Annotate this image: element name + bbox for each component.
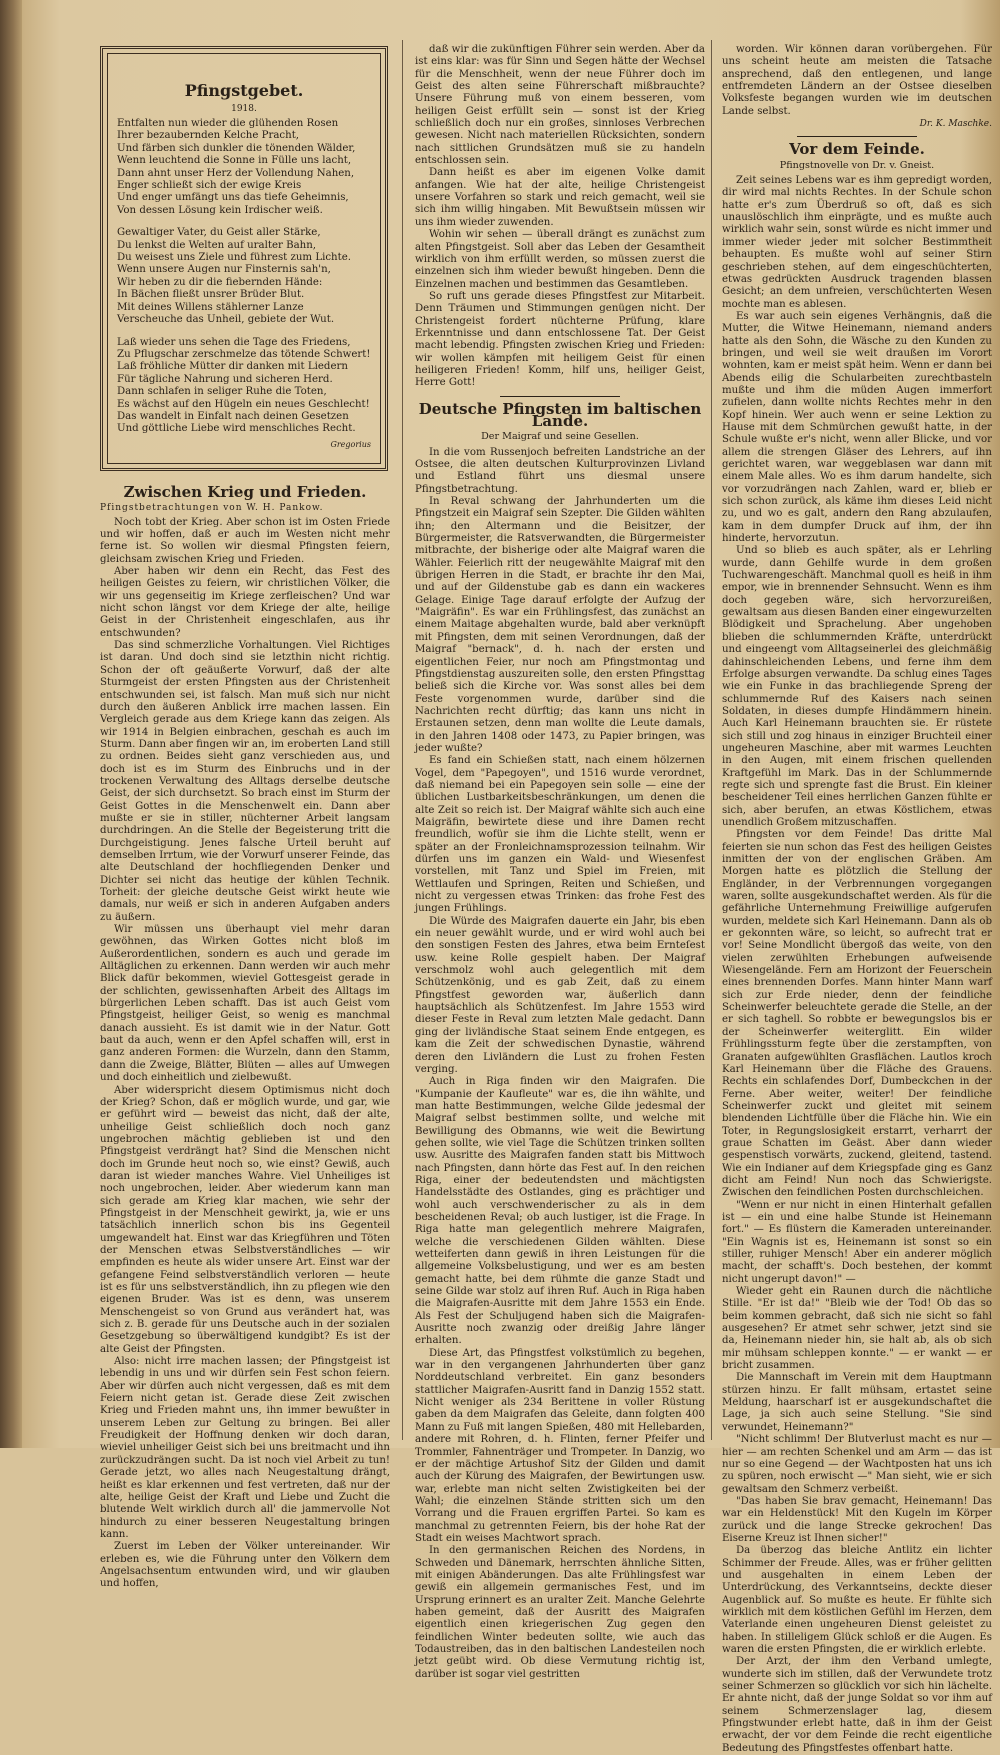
poem-stanza <box>117 227 371 326</box>
paragraph: Da überzog das bleiche Antlitz ein lichter Schimmer der Freude. Alles, was er früher gelitten und ausgehalten in einem Leben der Unterdrückung, des Verkanntseins, deckte dieser Augenblick auf. So mußte es heute. Er fühlte sich wirklich mit dem köstlichen Gefühl im Herzen, dem Vaterlande einen ungeheuren Dienst geleistet zu haben. In stilleligem Glück schloß er die Augen. Es waren die ersten Pfingsten, die er wirklich erlebte. <box>722 1545 992 1655</box>
poem-stanzas <box>117 118 371 436</box>
paragraph: So ruft uns gerade dieses Pfingstfest zur Mitarbeit. Denn Träumen und Stimmungen genügen nicht. Der Christengeist fordert nüchterne Prüfung, klare Erkenntnisse und dann entschlossene Tat. Der Geist macht lebendig. Pfingsten zwischen Krieg und Frieden: wir wollen kämpfen mit heiligem Geist für einen heiligeren Frieden! Komm, hilf uns, heiliger Geist, Herre Gott! <box>415 290 705 389</box>
article-signature: Dr. K. Maschke. <box>919 119 992 130</box>
paragraph: Also: nicht irre machen lassen; der Pfingstgeist ist lebendig in uns und wir dürfen sein Fest schon feiern. Aber wir dürfen auch nicht vergessen, daß es mit dem Feiern nicht getan ist. Gerade diese Zeit zwischen Krieg und Frieden mahnt uns, ihn immer bewußter in unserem Leben zur Geltung zu bringen. Bei aller Freudigkeit der Hoffnung denken wir doch daran, wieviel unheiliger Geist sich bei uns breitmacht und ihn zurückzudrängen sucht. Da ist noch viel Arbeit zu tun! Gerade jetzt, wo alles nach Neugestaltung drängt, heißt es klar erkennen und fest vertreten, daß nur der alte, heilige Geist der Kraft und Liebe und Zucht die blutende Welt wirklich durch all' die jammervolle Not hindurch zu einer besseren Neugestaltung bringen kann. <box>100 1356 390 1540</box>
paragraph: Zuerst im Leben der Völker untereinander. Wir erleben es, wie die Führung unter den Völkern dem Angelsachsentum entwunden wird, und wir glauben und hoffen, <box>100 1541 390 1590</box>
paragraph: daß wir die zukünftigen Führer sein werden. Aber da ist eins klar: was für Sinn und Segen hätte der Wechsel für die Menschheit, wenn der neue Führer doch im Geist des alten seine Führerschaft mißbrauchte? Unsere Führung muß von einem besseren, vom heiligen Geist erfüllt sein — sonst ist der Krieg schließlich doch nur ein großes, sinnloses Verbrechen gewesen. Nicht nach materiellen Rücksichten, sondern nach sittlichen Grundsätzen muß sie zu handeln entschlossen sein. <box>415 44 705 167</box>
paragraph: In Reval schwang der Jahrhunderten um die Pfingstzeit ein Maigraf sein Szepter. Die Gilden wählten ihn; den Altermann und die Beisitzer, der Bürgermeister, die Ratsverwandten, die Bürgermeister mitbrachte, der bisherige oder alte Maigraf waren die Wähler. Feierlich ritt der neugewählte Maigraf mit den übrigen Herren in die Stadt, er brachte ihr den Mai, und auf der Gildenstube gab es dann ein wackeres Gelage. Einige Tage darauf erfolgte der Aufzug der "Maigräfin". Es war ein Frühlingsfest, das zunächst an einem Maitage abgehalten wurde, bald aber verknüpft mit Pfingsten, dem mit seinen Verordnungen, daß der Maigraf "bernack", d. h. nach der ersten und eigentlichen Feier, nur noch am Pfingstmontag und Pfingstdienstag auszureiten solle, den ersten Pfingsttag beließ sich die Kirche vor. Was sonst alles bei dem Feste vorgenommen wurde, darüber sind die Nachrichten recht dürftig; das kann uns nicht in Erstaunen setzen, denn man wollte die Leute damals, in den Jahren 1408 oder 1473, zu Papier bringen, was jeder wußte? <box>415 496 705 754</box>
poem-line: Laß fröhliche Mütter dir danken mit Liedern <box>117 361 348 373</box>
article-byline: Pfingstbetrachtungen von W. H. Pankow. <box>100 503 324 514</box>
column-1 <box>100 480 390 1590</box>
paragraph: Aber haben wir denn ein Recht, das Fest des heiligen Geistes zu feiern, wir christlichen Völker, die wir uns gegenseitig im Kriege zerfleischen? Und war nicht schon längst vor dem Kriege der alte, heilige Geist in der Christenheit eingeschlafen, aus ihr entschwunden? <box>100 566 390 639</box>
poem-line: Es wächst auf den Hügeln ein neues Geschlecht! <box>117 398 370 410</box>
article-body <box>722 175 992 1755</box>
poem-line: Verscheuche das Unheil, gebiete der Wut. <box>117 314 335 326</box>
article-subtitle: Pfingstnovelle von Dr. v. Gneist. <box>779 159 935 171</box>
poem-line: Das wandelt in Einfalt nach deinen Gesetzen <box>117 410 349 422</box>
poem-line: Entfalten nun wieder die glühenden Rosen <box>117 118 339 129</box>
paragraph: Wir müssen uns überhaupt viel mehr daran gewöhnen, das Wirken Gottes nicht bloß im Außerordentlichen, sondern es auch und gerade im Alltäglichen zu erkennen. Dann werden wir auch mehr Blick dafür bekommen, wieviel Gottesgeist gerade in der schlichten, gewissenhaften Arbeit des Alltags im bürgerlichen Leben schafft. Das ist auch Geist vom Pfingstgeist, heiliger Geist, so wenig es manchmal danach aussieht. Es ist damit wie in der Natur. Gott baut da auch, wenn er den Apfel schaffen will, erst in ganz anderen Formen: die Wurzeln, dann den Stamm, dann die Zweige, Blätter, Blüten — alles auf Umwegen und doch einheitlich und zielbewußt. <box>100 924 390 1084</box>
poem-line: Laß wieder uns sehen die Tage des Friedens, <box>117 336 351 348</box>
poem-line: Und färben sich dunkler die tönenden Wälder, <box>117 142 356 154</box>
poem-line: Dann schlafen in seliger Ruhe die Toten, <box>117 386 327 398</box>
poem-box <box>100 46 388 471</box>
poem-author: Gregorius <box>330 439 371 449</box>
poem-line: In Bächen fließt unsrer Brüder Blut. <box>117 289 305 301</box>
column-rule <box>402 40 403 1440</box>
paragraph: Zeit seines Lebens war es ihm gepredigt worden, dir wird mal nichts Rechtes. In der Schule schon hatte er's zum Überdruß so oft, daß es sich unauslöschlich ihm einprägte, und es mußte auch wirklich wahr sein, sonst würde es nicht immer und immer wieder jeder mit solcher Bestimmtheit behaupten. Es mußte wohl auf seiner Stirn geschrieben stehen, auf dem eingeschüchterten, etwas gedrückten Ausdruck tragenden blassen Gesicht; an dem unfreien, verschüchterten Wesen mochte man es ablesen. <box>722 175 992 310</box>
poem-line: Und enger umfängt uns das tiefe Geheimnis, <box>117 192 349 204</box>
article-ending: worden. Wir können daran vorübergehen. Für uns scheint heute am meisten die Tatsache ansprechend, daß den entlegenen, und lange entfremdeten Ländern an der Ostsee dieselben Volksfeste begangen wurden wie im deutschen Lande selbst. <box>722 44 992 117</box>
poem-stanza <box>117 118 371 217</box>
paragraph: "Wenn er nur nicht in einen Hinterhalt gefallen ist — ein und eine halbe Stunde ist Heinemann fort." — Es flüstern die Kameraden untereinander. "Ein Wagnis ist es, Heinemann ist sonst so ein stiller, ruhiger Mensch! Aber ein anderer möglich macht, der schafft's. Doch bestehen, der kommt nicht ungerupt davon!" — <box>722 1199 992 1285</box>
poem-line: Enger schließt sich der ewige Kreis <box>117 180 302 192</box>
paragraph: Wohin wir sehen — überall drängt es zunächst zum alten Pfingstgeist. Soll aber das Leben der Gesamtheit wirklich von ihm erfüllt werden, so müssen zuerst die einzelnen sich ihm wieder bewußt hingeben. Denn die Einzelnen machen und bestimmen das Gesamtleben. <box>415 229 705 290</box>
paragraph: Die Würde des Maigrafen dauerte ein Jahr, bis eben ein neuer gewählt wurde, und er wird wohl auch bei den sonstigen Festen des Jahres, etwa beim Ernteſest usw. keine Rolle gespielt haben. Der Maigraf verschmolz wohl auch gelegentlich mit dem Schützenkönig, und es gab Zeit, daß zu einem Pfingstfest geworden war, äußerlich dann hauptsächlich als Schützenfest. Im Jahre 1553 wird dieser Feste in Reval zum letzten Male gedacht. Dann ging der livländische Staat seinem Ende entgegen, es kam die Zeit der schwedischen Dynastie, während deren den Livländern die Lust zu frohen Festen verging. <box>415 915 705 1075</box>
article-subtitle: Der Maigraf und seine Gesellen. <box>481 431 639 443</box>
paragraph: Aber widerspricht diesem Optimismus nicht doch der Krieg? Schon, daß er möglich wurde, und gar, wie er geführt wird — beweist das nicht, daß der alte, unheilige Geist schließlich doch noch ganz ungebrochen mächtig geblieben ist und den Pfingstgeist verdrängt hat? Sind die Menschen nicht doch im Grunde heut noch so, wie einst? Gewiß, auch daran ist wieder manches Wahre. Viel Unheiliges ist noch ungebrochen, leider. Aber wiederum kann man sich gerade am Krieg klar machen, wie sehr der Pfingstgeist in der Menschheit gewirkt, ja, wie er uns tatsächlich innerlich schon bis ins Gegenteil umgewandelt hat. Einst war das Kriegführen und Töten der Menschen etwas Selbstverständliches — wir empfinden es heute als wider unsere Art. Einst war der gefangene Feind selbstverständlich verloren — heute ist es für uns selbstverständlich, ihn zu pflegen wie den eigenen Bruder. Was ist es denn, was unserem Menschengeist so von Grund aus verändert hat, was sich z. B. gerade für uns Deutsche auch in der sozialen Gesetzgebung so überwältigend kundgibt? Es ist der alte Geist der Pfingsten. <box>100 1084 390 1355</box>
paragraph: Und so blieb es auch später, als er Lehrling wurde, dann Gehilfe wurde in dem großen Tuchwarengeschäft. Manchmal quoll es heiß in ihm empor, wie in brennender Sehnsucht. Wenn es ihm doch gegeben wäre, sich hervorzureißen, gewaltsam aus diesen Banden einer eingewurzelten Blödigkeit und Sprachelung. Aber ungehoben blieben die schlummernden Kräfte, unterdrückt und eingeengt vom Alltagseinerlei des gleichmäßig dahinschleichenden Lebens, und ferne ihm dem Erfolge absurgen verwandte. Da schlug eines Tages wie ein Funke in das brachliegende Spreng der schlummernde Ruf des Kaisers nach seinen Soldaten, in dieses dumpfe Hindämmern hinein. Auch Karl Heinemann brauchten sie. Er rüstete sich still und zog hinaus in einziger Bruchteil einer ungeheuren Maschine, aber mit warmes Leuchten in den Augen, mit einem frischen quellenden Kraftgefühl im Mark. Das in der Schlummernde regte sich und sprengte fast die Brust. Ein kleiner bescheidener Teil eines herrlichen Ganzen fühlte er sich, aber berufen, an etwas Köstlichem, etwas unendlich Großem mitzuschaffen. <box>722 545 992 828</box>
poem-line: Du weisest uns Ziele und führest zum Lichte. <box>117 252 351 264</box>
paragraph: "Nicht schlimm! Der Blutverlust macht es nur — hier — am rechten Schenkel und am Arm — das ist nur so eine Gegend — der Wachtposten hat uns ich zu spüren, noch erwischt —" Man sieht, wie er sich gewaltsam den Schmerz verbeißt. <box>722 1434 992 1495</box>
paragraph: Es war auch sein eigenes Verhängnis, daß die Mutter, die Witwe Heinemann, niemand anders hatte als den Sohn, die Wäsche zu den Kunden zu bringen, und weil sie weit draußen im Vorort wohnten, kam er meist spät heim. Wenn er dann bei Abends eilig die Schularbeiten zurechtbasteln mußte und ihm die müden Augen immerfort zufielen, dann wollte nichts Rechtes mehr in den Kopf hinein. Wer auch wenn er seine Lektion zu Hause mit dem Schmürchen gewußt hatte, in der Schule wußte er's nicht, wenn aller Blicke, und vor allem die strengen Gläser des Lehrers, auf ihn gerichtet waren, war weggeblasen war dann mit einem Male alles. Wo es ihm darum handelte, sich vor vorzudrängen nach Zahlen, ward er, blieb er sich schon zurück, als käme ihm dieses Leid nicht zu, und wo es galt, andern den Rang abzulaufen, kam in dem dumpfer Druck auf ihm, der ihn hinderte, hervorzutun. <box>722 310 992 545</box>
paragraph: Wieder geht ein Raunen durch die nächtliche Stille. "Er ist da!" "Bleib wie der Tod! Ob das so beim kommen gebracht, daß sich nie sicht so fahl ausgesehen? Er atmet sehr schwer, jetzt sind sie da, Heinemann nieder hin, sie halt ab, als ob sich mir mühsam schleppen konnte." — er wankt — er bricht zusammen. <box>722 1286 992 1372</box>
paragraph: In die vom Russenjoch befreiten Landstriche an der Ostsee, die alten deutschen Kulturprovinzen Livland und Estland führt uns diesmal unsere Pfingstbetrachtung. <box>415 446 705 495</box>
paragraph: Diese Art, das Pfingstfest volkstümlich zu begehen, war in den vergangenen Jahrhunderten über ganz Norddeutschland verbreitet. Ein ganz besonders stattlicher Maigrafen-Ausritt fand in Danzig 1552 statt. Nicht weniger als 234 Berittene in voller Rüstung gaben da dem Maigrafen das Geleite, dann folgten 400 Mann zu Fuß mit langen Spießen, 480 mit Hellebarden, andere mit Rohren, d. h. Flinten, ferner Pfeifer und Trommler, Fahnenträger und Trompeter. In Danzig, wo er der mächtige Artushof Sitz der Gilden und damit auch der Kürung des Maigrafen, der Bewirtungen usw. war, erlebte man nicht selten Zwistigkeiten bei der Wahl; die einzelnen Stände stritten sich um den Vorrang und die Frauen ergriffen Partei. So kam es manchmal zu getrennten Feiern, bis der hohe Rat der Stadt ein weises Machtwort sprach. <box>415 1347 705 1544</box>
poem-line: Von dessen Lösung kein Irdischer weiß. <box>117 204 323 216</box>
poem-year: 1918. <box>231 104 257 114</box>
paragraph: Die Mannschaft im Verein mit dem Hauptmann stürzen hinzu. Er fallt mühsam, ertastet seine Meldung, haarscharf ist er ausgekundschaftet die Lage, ja sich auch seine Stellung. "Sie sind verwundet, Heinemann?" <box>722 1372 992 1433</box>
paragraph: Der Arzt, der ihm den Verband umlegte, wunderte sich im stillen, daß der Verwundete trotz seiner Schmerzen so glücklich vor sich hin lächelte. Er ahnte nicht, daß der junge Soldat so vor ihm auf seinem Schmerzenslager lag, diesem Pfingstwunder erlebt hatte, daß in ihm der Geist erwacht, der vor dem Feinde die recht eigentliche Bedeutung des Pfingstfestes offenbart hatte. <box>722 1656 992 1754</box>
article-title: Vor dem Feinde. <box>789 140 925 159</box>
paragraph: Dann heißt es aber im eigenen Volke damit anfangen. Wie hat der alte, heilige Christengeist unsere Vorfahren so stark und reich gemacht, weil sie sich ihm willig hingaben. Mit Bewußtsein müssen wir uns ihm wieder zuwenden. <box>415 167 705 228</box>
column-2 <box>415 44 705 1680</box>
poem-line: Wenn leuchtend die Sonne in Fülle uns lacht, <box>117 155 352 167</box>
poem-line: Dann ahnt unser Herz der Vollendung Nahen, <box>117 167 355 179</box>
divider <box>500 396 620 397</box>
article-body <box>100 517 390 1591</box>
article-title: Zwischen Krieg und Frieden. <box>123 483 367 501</box>
article-continuation <box>415 44 705 390</box>
article-body <box>415 447 705 1681</box>
poem-line: Zu Pflugschar zerschmelze das tötende Schwert! <box>117 348 371 360</box>
article-title: Deutsche Pfingsten im baltischen Lande. <box>418 399 702 430</box>
poem-line: Wir heben zu dir die fiebernden Hände: <box>117 276 323 288</box>
paragraph: Das sind schmerzliche Vorhaltungen. Viel Richtiges ist daran. Und doch sind sie letzthin nicht richtig. Schon der oft geäußerte Vorwurf, daß der alte Sturmgeist der ersten Pfingsten aus der Christenheit entschwunden sei, ist falsch. Man muß sich nur nicht durch den äußeren Anblick irre machen lassen. Ein Vergleich gerade aus dem Kriege kann das zeigen. Als wir 1914 in Belgien einbrachen, geschah es auch im Sturm. Dann aber fingen wir an, im eroberten Land still zu ordnen. Beides sieht ganz verschieden aus, und doch ist es im Sturm des Einbruchs und in der trockenen Verwaltung des Alltags derselbe deutsche Geist, der sich durchsetzt. So brach einst im Sturm der Geist Gottes in die Menschenwelt ein. Dann aber mußte er sie in stiller, nüchterner Arbeit langsam durchdringen. An die Stelle der Begeisterung tritt die Durchgeistigung. Jenes falsche Urteil beruht auf demselben Irrtum, wie der Vorwurf unserer Feinde, das alte Deutschland der hochfliegenden Denker und Dichter sei nicht das heutige der kühlen Technik. Torheit: der gleiche deutsche Geist wirkt heute wie damals, nur weiß er sich in anderen Aufgaben anders zu äußern. <box>100 640 390 923</box>
column-rule <box>711 40 712 1440</box>
poem-line: Gewaltiger Vater, du Geist aller Stärke, <box>117 227 321 239</box>
paragraph: "Das haben Sie brav gemacht, Heinemann! Das war ein Heldenstück! Mit den Kugeln im Körper zurück und die lange Strecke gekrochen! Das Eiserne Kreuz ist Ihnen sicher!" <box>722 1495 992 1544</box>
poem-line: Ihrer bezaubernden Kelche Pracht, <box>117 130 300 142</box>
poem-line: Wenn unsere Augen nur Finsternis sah'n, <box>117 264 331 276</box>
paragraph: In den germanischen Reichen des Nordens, in Schweden und Dänemark, herrschten ähnliche Sitten, mit einigen Abänderungen. Das alte Frühlingsfest war gewiß ein allgemein germanisches Fest, und im Ursprung erinnert es an uralter Zeit. Manche Gelehrte haben gemeint, daß der Ausritt des Maigrafen eigentlich einen kriegerischen Zug gegen den feindlichen Winter bedeuten sollte, wie auch das Todaustreiben, das in den baltischen Landesteilen noch jetzt geübt wird. Ob diese Vermutung richtig ist, darüber ist sogar viel gestritten <box>415 1545 705 1680</box>
column-3 <box>722 44 992 1754</box>
poem-stanza <box>117 337 371 436</box>
poem-line: Und göttliche Liebe wird menschliches Recht. <box>117 423 356 435</box>
divider <box>797 136 917 137</box>
paragraph: Noch tobt der Krieg. Aber schon ist im Osten Friede und wir hoffen, daß er auch im Westen nicht mehr ferne ist. So wollen wir diesmal Pfingsten feiern, gleichsam zwischen Krieg und Frieden. <box>100 516 390 565</box>
paragraph: Auch in Riga finden wir den Maigrafen. Die "Kumpanie der Kaufleute" war es, die ihn wählte, und man hatte Bestimmungen, welche Gilde jedesmal der Maigraf selbst bestimmen sollte, und welche mit Bewilligung des Obmanns, wie weit die Bewirtung gehen sollte, wie viel Tage die Schützen trinken sollten usw. Ausritte des Maigrafen fanden statt bis Mittwoch nach Pfingsten, dann hörte das Fest auf. In den reichen Riga, einer der bedeutendsten und mächtigsten Handelsstädte des Ostlandes, ging es prächtiger und wohl auch verschwenderischer zu als in dem bescheidenen Reval; ob auch lustiger, ist die Frage. In Riga hatte man gelegentlich mehrere Maigrafen, welche die verschiedenen Gilden wählten. Diese wetteiferten dann gewiß in ihren Leistungen für die allgemeine Volksbelustigung, und wer es am besten gemacht hatte, bei dem rühmte die ganze Stadt und seine Gilde war stolz auf ihren Ruf. Auch in Riga haben die Maigrafen-Ausritte mit dem Jahre 1553 ein Ende. Als Fest der Schuljugend haben sich die Maigrafen-Ausritte noch zwanzig oder dreißig Jahre länger erhalten. <box>415 1076 705 1347</box>
page-binding <box>0 0 22 1448</box>
poem-title: Pfingstgebet. <box>184 81 304 100</box>
poem-line: Du lenkst die Welten auf uralter Bahn, <box>117 239 317 251</box>
poem-line: Mit deines Willens stählerner Lanze <box>117 301 304 313</box>
poem-line: Für tägliche Nahrung und sicheren Herd. <box>117 373 333 385</box>
paragraph: Es fand ein Schießen statt, nach einem hölzernen Vogel, dem "Papegoyen", und 1516 wurde verordnet, daß niemand bei ein Papegoyen sein solle — eine der üblichen Lustbarkeitsbeschränkungen, um denen die alte Zeit so reich ist. Der Maigraf wählte sich auch eine Maigräfin, bewirtete diese und ihre Damen recht freundlich, wofür sie ihm die Lichte stellt, wenn er später an der Fronleichnamsprozession teilnahm. Wir dürfen uns im ganzen ein Wald- und Wiesenfest vorstellen, mit Tanz und Spiel im Freien, mit Wettlaufen und Springen, Reiten und Schießen, und nicht zu vergessen etwas Trinken: das frohe Fest des jungen Frühlings. <box>415 755 705 915</box>
paragraph: Pfingsten vor dem Feinde! Das dritte Mal feierten sie nun schon das Fest des heiligen Geistes inmitten der von der englischen Gräben. Am Morgen hatte es plötzlich die Stellung der Engländer, in der Verbrennungen vorgegangen waren, sollte ausgekundschaftet werden. Als für die gefährliche Unternehmung Freiwillige aufgerufen wurden, meldete sich Karl Heinemann. Dann als ob er gekonnten wäre, so leicht, so aufrecht trat er vor! Seine Mondlicht übergoß das weite, von den vielen zerwühlten Erhebungen aufweisende Wiesengelände. Fern am Horizont der Feuerschein eines brennenden Dorfes. Mann hinter Mann warf sich zur Erde nieder, denn der feindliche Scheinwerfer beleuchtete gerade die Stelle, an der er sich taghell. So robbte er bewegungslos bis er der Scheinwerfer weiterglitt. Ein wilder Frühlingssturm fegte über die zerstampften, von Granaten aufgewühlten Grasflächen. Lautlos kroch Karl Heinemann über die Fläche des Grauens. Rechts ein schlafendes Dorf, Dumbeckchen in der Ferne. Aber weiter, weiter! Der feindliche Scheinwerfer zuckt und gleitet mit seinem blendenden Lichtfülle über die Fläche hin. Wie ein Toter, in Regungslosigkeit erstarrt, verharrt der graue Schatten im Geäst. Aber dann wieder gespenstisch vorwärts, zuckend, gleitend, tastend. Wie ein Indianer auf dem Kriegspfade ging es Ganz dicht am Feind! Nun noch das Schwierigste. Zwischen den feindlichen Posten durchschleichen. <box>722 829 992 1199</box>
